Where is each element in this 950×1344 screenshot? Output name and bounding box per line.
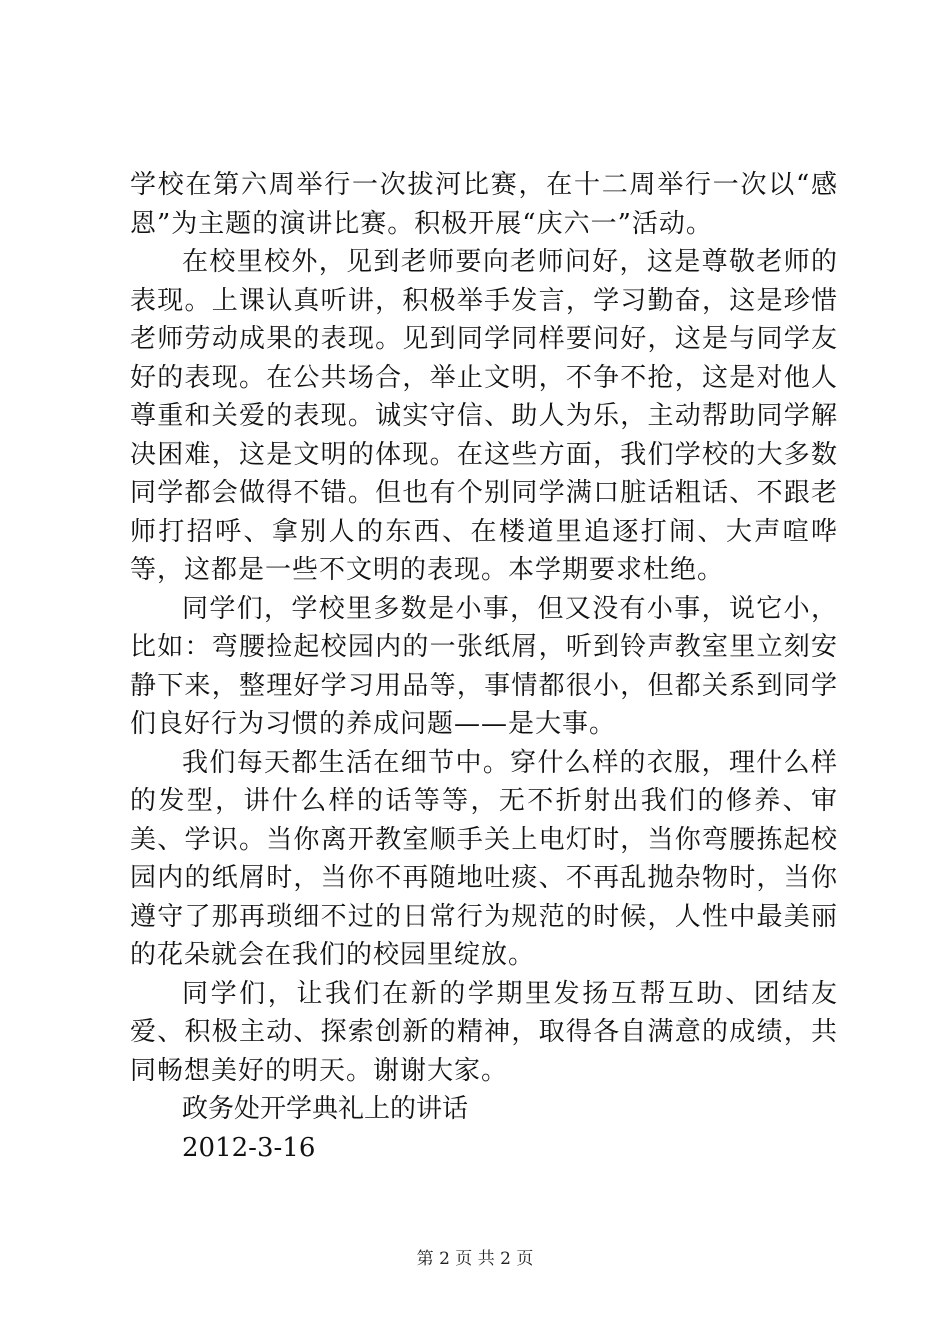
document-body — [130, 166, 838, 1167]
paragraph-2: 在校里校外，见到老师要向老师问好，这是尊敬老师的表现。上课认真听讲，积极举手发言，学习勤奋，这是珍惜老师劳动成果的表现。见到同学同样要问好，这是与同学友好的表现。在公共场合，举止文明，不争不抢，这是对他人尊重和关爱的表现。诚实守信、助人为乐，主动帮助同学解决困难，这是文明的体现。在这些方面，我们学校的大多数同学都会做得不错。但也有个别同学满口脏话粗话、不跟老师打招呼、拿别人的东西、在楼道里追逐打闹、大声喧哗等，这都是一些不文明的表现。本学期要求杜绝。 — [130, 247, 838, 585]
paragraph-3: 同学们，学校里多数是小事，但又没有小事，说它小，比如：弯腰捡起校园内的一张纸屑，听到铃声教室里立刻安静下来，整理好学习用品等，事情都很小，但都关系到同学们良好行为习惯的养成问题——是大事。 — [130, 593, 838, 739]
paragraph-5: 同学们，让我们在新的学期里发扬互帮互助、团结友爱、积极主动、探索创新的精神，取得各自满意的成绩，共同畅想美好的明天。谢谢大家。 — [130, 978, 838, 1086]
paragraph-4: 我们每天都生活在细节中。穿什么样的衣服，理什么样的发型，讲什么样的话等等，无不折射出我们的修养、审美、学识。当你离开教室顺手关上电灯时，当你弯腰拣起校园内的纸屑时，当你不再随地吐痰、不再乱抛杂物时，当你遵守了那再琐细不过的日常行为规范的时候，人性中最美丽的花朵就会在我们的校园里绽放。 — [130, 747, 838, 970]
signature-line: 政务处开学典礼上的讲话 — [182, 1094, 469, 1124]
date-line: 2012-3-16 — [182, 1132, 316, 1163]
paragraph-1: 学校在第六周举行一次拔河比赛，在十二周举行一次以“感恩”为主题的演讲比赛。积极开展“庆六一”活动。 — [130, 170, 838, 239]
page-footer: 第 2 页 共 2 页 — [416, 1249, 534, 1269]
